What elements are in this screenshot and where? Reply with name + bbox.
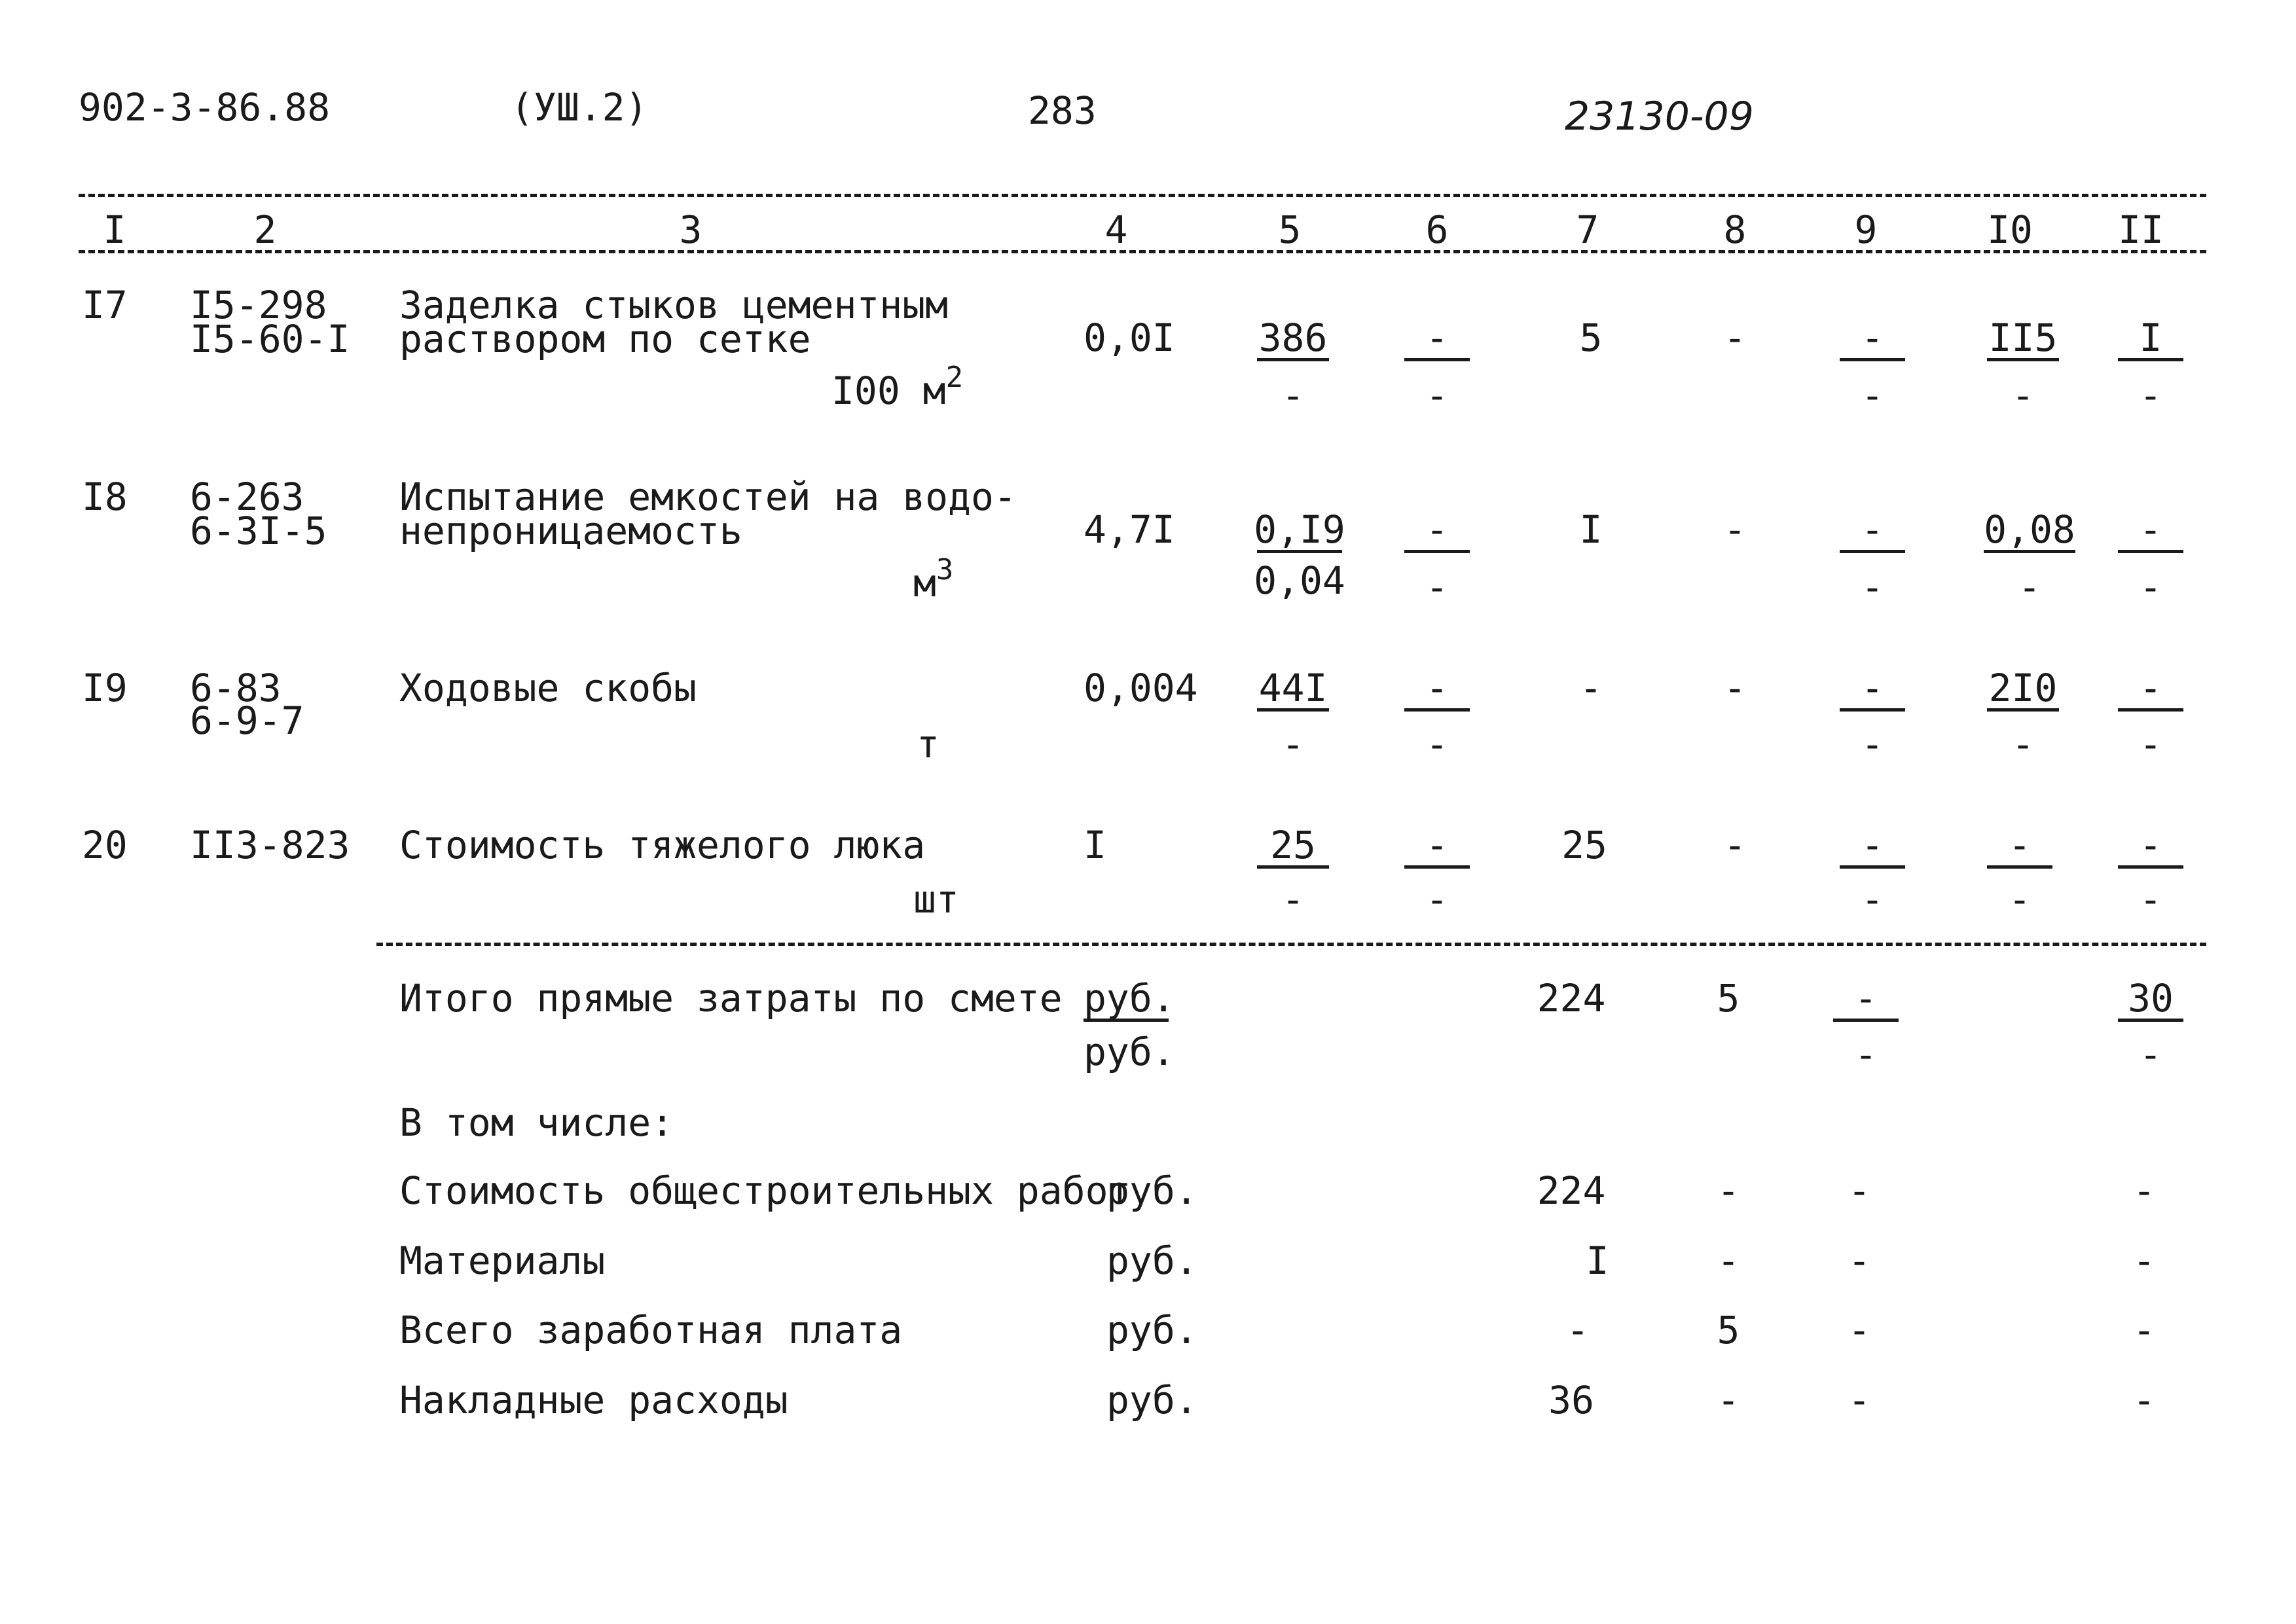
cell-7: 5 <box>1579 316 1603 360</box>
fraction-line <box>2118 865 2183 869</box>
col-header-2: 2 <box>253 208 277 252</box>
col-header-9: 9 <box>1854 208 1878 252</box>
row-unit: I00 $м^2$ <box>831 361 964 413</box>
cell-5-bottom: 0,04 <box>1254 558 1345 603</box>
breakdown-cell-7: 224 <box>1537 1168 1606 1213</box>
cell-10-bottom: - <box>2011 373 2035 418</box>
fraction-line <box>2118 550 2183 553</box>
fraction-line <box>1257 708 1329 712</box>
col-header-6: 6 <box>1425 208 1449 252</box>
fraction-line <box>1404 708 1470 712</box>
cell-6-bottom: - <box>1425 565 1449 609</box>
row-code: 6-263 <box>190 475 304 519</box>
section-number: (УШ.2) <box>511 85 648 130</box>
fraction-line <box>1987 865 2052 869</box>
row-code: 6-9-7 <box>190 698 304 743</box>
cell-5-bottom: - <box>1281 722 1305 767</box>
row-unit: шт <box>913 877 959 922</box>
breakdown-label: Стоимость общестроительных работ <box>399 1168 1131 1213</box>
cell-10-top: II5 <box>1988 316 2058 360</box>
fraction-line <box>1840 865 1905 869</box>
breakdown-cell-8: - <box>1717 1168 1740 1213</box>
header-bottom-rule <box>79 250 2206 253</box>
cell-5-bottom: - <box>1281 373 1305 418</box>
row-description: Стоимость тяжелого люка <box>399 823 926 867</box>
row-unit: т <box>917 722 939 767</box>
breakdown-label: Материалы <box>399 1238 606 1283</box>
row-code: 6-83 <box>190 666 282 710</box>
breakdown-cell-9: - <box>1848 1308 1871 1352</box>
col-header-8: 8 <box>1723 208 1747 252</box>
col-header-1: I <box>103 208 126 252</box>
cell-11-bottom: - <box>2139 877 2162 922</box>
cell-11-bottom: - <box>2139 565 2162 609</box>
cell-11-top: I <box>2139 316 2162 360</box>
breakdown-label: Всего заработная плата <box>399 1308 903 1352</box>
cell-10-top: - <box>2008 823 2032 867</box>
cell-11-top: - <box>2139 823 2162 867</box>
breakdown-cell-8: - <box>1717 1378 1740 1422</box>
cell-11-bottom: - <box>2139 373 2162 418</box>
fraction-line <box>1257 865 1329 869</box>
cell-5-top: 0,I9 <box>1254 507 1345 552</box>
cell-8: - <box>1723 507 1747 552</box>
fraction-line <box>2118 1019 2183 1022</box>
fraction-line <box>1404 865 1470 869</box>
row-code: II3-823 <box>190 823 350 867</box>
cell-10-bottom: - <box>2018 565 2041 609</box>
totals-cell-9-top: - <box>1854 976 1878 1020</box>
row-quantity: I <box>1084 823 1106 867</box>
page-number: 283 <box>1028 88 1097 133</box>
row-quantity: 0,0I <box>1084 316 1175 360</box>
row-description: Заделка стыков цементным <box>399 283 949 327</box>
breakdown-cell-9: - <box>1848 1168 1871 1213</box>
cell-5-top: 44I <box>1258 666 1328 710</box>
cell-9-bottom: - <box>1861 722 1884 767</box>
breakdown-cell-9: - <box>1848 1238 1871 1283</box>
row-description: Ходовые скобы <box>399 666 697 710</box>
row-code: 6-3I-5 <box>190 509 327 553</box>
breakdown-cell-7: 36 <box>1548 1378 1594 1422</box>
cell-9-bottom: - <box>1861 373 1884 418</box>
header-top-rule <box>79 194 2206 197</box>
fraction-line <box>1257 550 1342 553</box>
totals-cell-11-top: 30 <box>2128 976 2174 1020</box>
breakdown-cell-11: - <box>2132 1238 2156 1283</box>
cell-9-bottom: - <box>1861 565 1884 609</box>
document-code: 902-3-86.88 <box>79 85 331 130</box>
breakdown-cell-11: - <box>2132 1168 2156 1213</box>
cell-8: - <box>1723 666 1747 710</box>
breakdown-unit: руб. <box>1106 1378 1198 1422</box>
fraction-line <box>1840 708 1905 712</box>
cell-11-bottom: - <box>2139 722 2162 767</box>
cell-6-top: - <box>1425 823 1449 867</box>
totals-cell-7: 224 <box>1537 976 1606 1020</box>
cell-7: I <box>1579 507 1603 552</box>
including-label: В том числе: <box>399 1100 674 1145</box>
breakdown-cell-11: - <box>2132 1378 2156 1422</box>
breakdown-cell-9: - <box>1848 1378 1871 1422</box>
cell-9-top: - <box>1861 507 1884 552</box>
cell-10-top: 2I0 <box>1988 666 2058 710</box>
col-header-7: 7 <box>1576 208 1599 252</box>
totals-unit-bottom: руб. <box>1084 1030 1175 1074</box>
cell-8: - <box>1723 823 1747 867</box>
fraction-line <box>1840 550 1905 553</box>
cell-9-top: - <box>1861 316 1884 360</box>
totals-cell-11-bottom: - <box>2139 1032 2162 1077</box>
cell-11-top: - <box>2139 507 2162 552</box>
totals-cell-9-bottom: - <box>1854 1032 1878 1077</box>
breakdown-unit: руб. <box>1106 1308 1198 1352</box>
fraction-line <box>1257 358 1329 361</box>
cell-9-top: - <box>1861 666 1884 710</box>
row-description: Испытание емкостей на водо- <box>399 475 1017 519</box>
cell-9-bottom: - <box>1861 877 1884 922</box>
cell-8: - <box>1723 316 1747 360</box>
row-code: I5-60-I <box>190 317 350 361</box>
cell-5-bottom: - <box>1281 877 1305 922</box>
row-number: I7 <box>82 283 128 327</box>
row-number: 20 <box>82 823 128 867</box>
cell-6-bottom: - <box>1425 722 1449 767</box>
fraction-line <box>1404 550 1470 553</box>
fraction-line <box>1833 1019 1899 1022</box>
fraction-line <box>2118 358 2183 361</box>
row-unit: $м^3$ <box>913 553 954 605</box>
col-header-4: 4 <box>1104 208 1128 252</box>
totals-unit-top: руб. <box>1084 976 1175 1020</box>
breakdown-cell-11: - <box>2132 1308 2156 1352</box>
cell-10-top: 0,08 <box>1984 507 2075 552</box>
fraction-line <box>2118 708 2183 712</box>
cell-10-bottom: - <box>2008 877 2032 922</box>
row-quantity: 0,004 <box>1084 666 1198 710</box>
breakdown-cell-8: - <box>1717 1238 1740 1283</box>
cell-6-top: - <box>1425 316 1449 360</box>
cell-6-top: - <box>1425 507 1449 552</box>
fraction-line <box>1984 550 2075 553</box>
totals-rule <box>376 943 2206 946</box>
cell-9-top: - <box>1861 823 1884 867</box>
breakdown-unit: руб. <box>1106 1168 1198 1213</box>
col-header-5: 5 <box>1278 208 1302 252</box>
col-header-3: 3 <box>679 208 702 252</box>
breakdown-cell-7: - <box>1566 1308 1590 1352</box>
cell-5-top: 25 <box>1270 823 1316 867</box>
breakdown-unit: руб. <box>1106 1238 1198 1283</box>
fraction-line <box>1840 358 1905 361</box>
cell-6-bottom: - <box>1425 373 1449 418</box>
cell-7: 25 <box>1561 823 1607 867</box>
cell-7: - <box>1579 666 1603 710</box>
cell-10-bottom: - <box>2011 722 2035 767</box>
col-header-10: I0 <box>1987 208 2033 252</box>
fraction-line <box>1404 358 1470 361</box>
totals-cell-8: 5 <box>1717 976 1740 1020</box>
cell-6-top: - <box>1425 666 1449 710</box>
col-header-11: II <box>2118 208 2164 252</box>
breakdown-cell-7: I <box>1586 1238 1609 1283</box>
fraction-line <box>1987 708 2059 712</box>
row-description: раствором по сетке <box>399 317 811 361</box>
row-number: I9 <box>82 666 128 710</box>
totals-label: Итого прямые затраты по смете <box>399 976 1063 1020</box>
row-quantity: 4,7I <box>1084 507 1175 552</box>
row-number: I8 <box>82 475 128 519</box>
fraction-line <box>1987 358 2059 361</box>
cell-6-bottom: - <box>1425 877 1449 922</box>
breakdown-cell-8: 5 <box>1717 1308 1740 1352</box>
fraction-line <box>1084 1019 1169 1022</box>
cell-11-top: - <box>2139 666 2162 710</box>
doc-number: 23130-09 <box>1565 94 1754 139</box>
row-description: непроницаемость <box>399 509 742 553</box>
breakdown-label: Накладные расходы <box>399 1378 788 1422</box>
cell-5-top: 386 <box>1258 316 1328 360</box>
row-code: I5-298 <box>190 283 327 327</box>
